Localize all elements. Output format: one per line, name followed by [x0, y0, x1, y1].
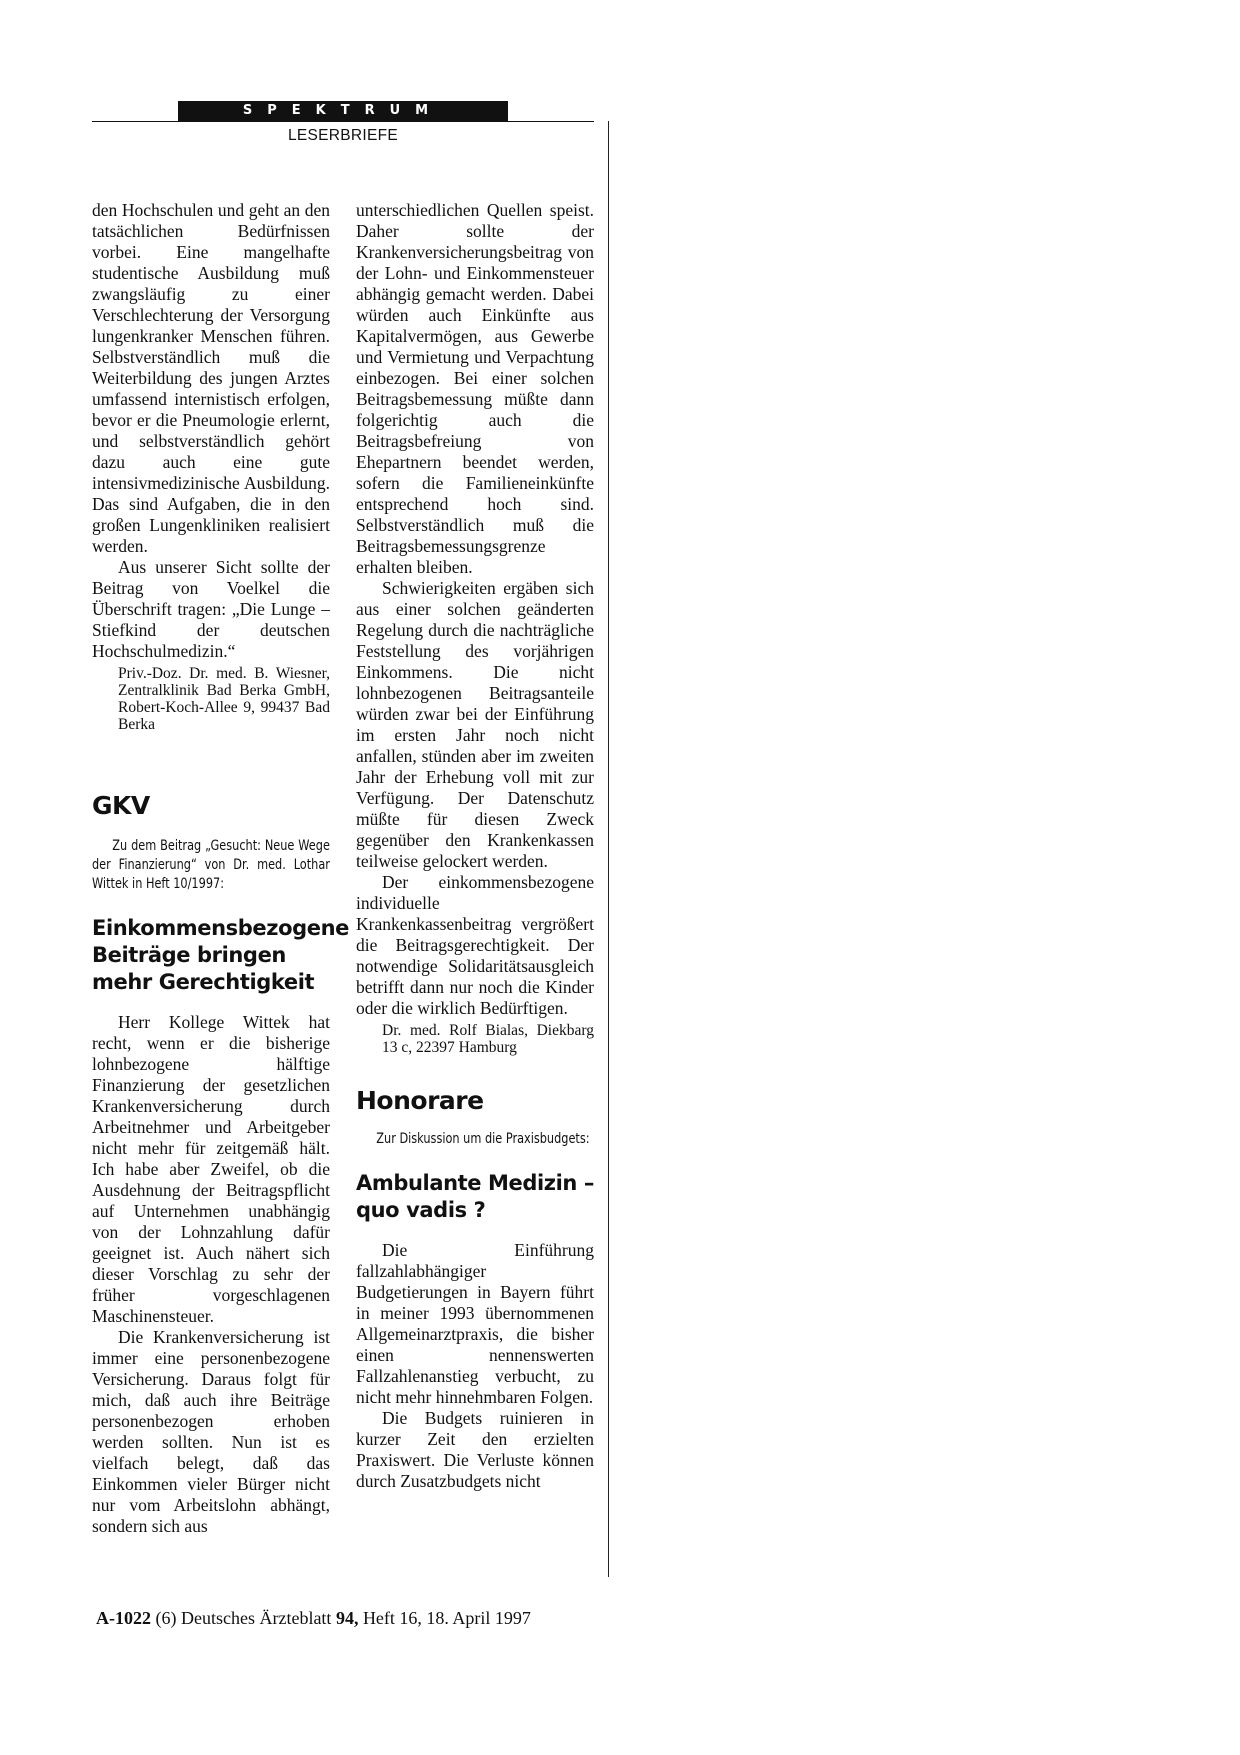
- page-number: A-1022: [96, 1608, 151, 1628]
- paragraph: Herr Kollege Wittek hat recht, wenn er die bisherige lohnbezogene hälftige Finanzierung der gesetzlichen Krankenversicherung durch Arbeitnehmer und Arbeitgeber nicht mehr für zeitgemäß hält. Ich habe aber Zweifel, ob die Ausdehnung der Beitragspflicht auf Unternehmen unabhängig von der Lohnzahlung dafür geeignet ist. Auch nähert sich dieser Vorschlag zu sehr der früher vorgeschlagenen Maschinensteuer.: [92, 1012, 330, 1326]
- page-footer: [96, 1608, 531, 1629]
- issue-date: Heft 16, 18. April 1997: [362, 1608, 531, 1628]
- section-header-bar: SPEKTRUM: [178, 101, 508, 121]
- volume-number: 94,: [335, 1608, 359, 1628]
- letter-headline: Ambulante Medizin – quo vadis ?: [356, 1171, 594, 1222]
- section-title-gkv: GKV: [92, 791, 150, 820]
- header-rule: [92, 121, 594, 122]
- paragraph: Die Budgets ruinieren in kurzer Zeit den erzielten Praxiswert. Die Verluste können durch Zusatzbudgets nicht: [356, 1408, 594, 1491]
- letter-intro: Zur Diskussion um die Praxisbudgets:: [376, 1131, 590, 1147]
- letter-headline: Einkommensbezogene Beiträge bringen mehr Gerechtigkeit: [92, 916, 349, 994]
- issue-prefix: (6) Deutsches Ärzteblatt: [155, 1608, 332, 1628]
- paragraph: Schwierigkeiten ergäben sich aus einer solchen geänderten Regelung durch die nachträgliche Feststellung des vorjährigen Einkommens. Die nicht lohnbezogenen Beitragsanteile würden zwar bei der Einführung im ersten Jahr noch nicht anfallen, stünden aber im zweiten Jahr der Erhebung voll mit zur Verfügung. Der Datenschutz müßte für diesen Zweck gegenüber den Krankenkassen teilweise gelockert werden.: [356, 578, 594, 871]
- paragraph: Der einkommensbezogene individuelle Krankenkassenbeitrag vergrößert die Beitragsgerechtigkeit. Der notwendige Solidaritätsausgleich betrifft dann nur noch die Kinder oder die wirklich Bedürftigen.: [356, 872, 594, 1018]
- paragraph: Die Einführung fallzahlabhängiger Budgetierungen in Bayern führt in meiner 1993 übernommenen Allgemeinarztpraxis, die bisher einen nennenswerten Fallzahlenanstieg verbucht, zu nicht mehr hinnehmbaren Folgen.: [356, 1240, 594, 1407]
- column-rule: [608, 121, 609, 1577]
- letter-intro: Zu dem Beitrag „Gesucht: Neue Wege der Finanzierung“ von Dr. med. Lothar Wittek in Heft 10/1997:: [92, 838, 330, 892]
- section-title-honorare: Honorare: [356, 1086, 484, 1115]
- text-column-right: [356, 200, 594, 1492]
- paragraph: unterschiedlichen Quellen speist. Daher sollte der Krankenversicherungsbeitrag von der Lohn- und Einkommensteuer abhängig gemacht werden. Dabei würden auch Einkünfte aus Kapitalvermögen, aus Gewerbe und Vermietung und Verpachtung einbezogen. Bei einer solchen Beitragsbemessung müßte dann folgerichtig auch die Beitragsbefreiung von Ehepartnern beendet werden, sofern die Familieneinkünfte entsprechend hoch sind. Selbstverständlich muß die Beitragsbemessungsgrenze erhalten bleiben.: [356, 200, 594, 577]
- section-subheader: LESERBRIEFE: [287, 127, 399, 144]
- paragraph: Die Krankenversicherung ist immer eine personenbezogene Versicherung. Daraus folgt für mich, daß auch ihre Beiträge personenbezogen erhoben werden sollten. Nun ist es vielfach belegt, daß das Einkommen vieler Bürger nicht nur vom Arbeitslohn abhängt, sondern sich aus: [92, 1327, 330, 1536]
- letter-signature: Priv.-Doz. Dr. med. B. Wiesner, Zentralklinik Bad Berka GmbH, Robert-Koch-Allee 9, 99437 Bad Berka: [118, 665, 330, 733]
- paragraph: den Hochschulen und geht an den tatsächlichen Bedürfnissen vorbei. Eine mangelhafte studentische Ausbildung muß zwangsläufig zu einer Verschlechterung der Versorgung lungenkranker Menschen führen. Selbstverständlich muß die Weiterbildung des jungen Arztes umfassend internistisch erfolgen, bevor er die Pneumologie erlernt, und selbstverständlich gehört dazu auch eine gute intensivmedizinische Ausbildung. Das sind Aufgaben, die in den großen Lungenkliniken realisiert werden.: [92, 200, 330, 556]
- paragraph: Aus unserer Sicht sollte der Beitrag von Voelkel die Überschrift tragen: „Die Lunge – Stiefkind der deutschen Hochschulmedizin.“: [92, 557, 330, 661]
- letter-signature: Dr. med. Rolf Bialas, Diekbarg 13 c, 22397 Hamburg: [382, 1022, 594, 1056]
- text-column-left: [92, 200, 349, 1537]
